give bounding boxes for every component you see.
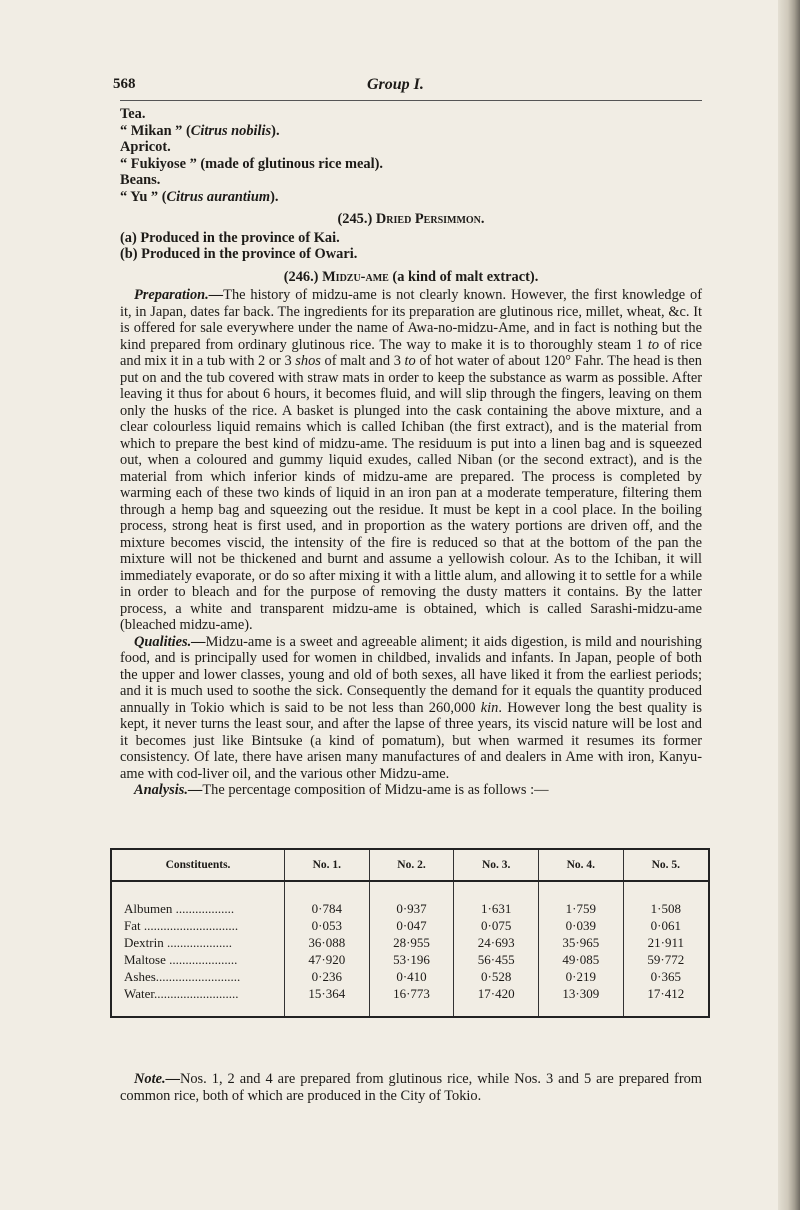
table-cell: 28·955 (369, 934, 454, 951)
composition-table (110, 848, 710, 1018)
table-cell: 1·759 (539, 881, 624, 917)
table-cell: 0·219 (539, 968, 624, 985)
list-item: (b) Produced in the province of Owari. (120, 246, 358, 262)
table-cell: 17·412 (623, 985, 709, 1017)
table-header: No. 3. (454, 849, 539, 881)
table-cell: Water.......................... (111, 985, 285, 1017)
page-number: 568 (113, 76, 136, 92)
table-cell: 16·773 (369, 985, 454, 1017)
table-cell: 49·085 (539, 951, 624, 968)
table-header: No. 4. (539, 849, 624, 881)
analysis-paragraph: Analysis.—The percentage composition of Midzu-ame is as follows :— (134, 782, 549, 798)
table-cell: 0·047 (369, 917, 454, 934)
table-cell: 1·508 (623, 881, 709, 917)
table-cell: 21·911 (623, 934, 709, 951)
list-item: “ Mikan ” (Citrus nobilis). (120, 122, 280, 139)
table-header-row (111, 849, 709, 881)
section-heading-245: (245.) Dried Persimmon. (337, 211, 485, 227)
list-item: (a) Produced in the province of Kai. (120, 229, 340, 246)
table-cell: 13·309 (539, 985, 624, 1017)
table-row (111, 934, 709, 951)
table-cell: 0·061 (623, 917, 709, 934)
list-item: Beans. (120, 172, 161, 188)
table-cell: 35·965 (539, 934, 624, 951)
table-cell: 59·772 (623, 951, 709, 968)
book-spine-shadow (778, 0, 800, 1210)
qualities-paragraph: Qualities.—Midzu-ame is a sweet and agreeable aliment; it aids digestion, is mild and nourishing food, and is principally used for women in childbed, invalids and infants. In Japan, people of both the upper and lower classes, young and old of both sexes, all have liked it from the earliest periods; and it is much used to soothe the sick. Consequently the demand for it equals the quantity produced annually in Tokio which is said to be not less than 260,000 kin. However long the best quality is kept, it never turns the least sour, and after the lapse of three years, its viscid nature will be lost and it becomes just like Bintsuke (a kind of pomatum), but when warmed it resumes its former consistency. Of late, there have arisen many manufactures of and dealers in Ame with iron, Kanyu-ame with cod-liver oil, and the various other Midzu-ame. (120, 633, 702, 782)
table-cell: 1·631 (454, 881, 539, 917)
table-cell: 0·075 (454, 917, 539, 934)
table-header: No. 1. (285, 849, 370, 881)
table-row (111, 985, 709, 1017)
list-item: “ Yu ” (Citrus aurantium). (120, 188, 279, 205)
table-cell: 53·196 (369, 951, 454, 968)
table-cell: 0·039 (539, 917, 624, 934)
table-cell: 0·053 (285, 917, 370, 934)
table-cell: 0·937 (369, 881, 454, 917)
table-cell: 36·088 (285, 934, 370, 951)
list-item: Apricot. (120, 139, 171, 155)
preparation-paragraph: Preparation.—The history of midzu-ame is not clearly known. However, the first knowledge of it, in Japan, dates far back. The ingredients for its preparation are glutinous rice, millet, wheat, &c. It is offered for sale everywhere under the name of Awa-no-midzu-Ame, and in fact is nothing but the kind prepared from ordinary glutinous rice. The way to make it is to thoroughly steam 1 to of rice and mix it in a tub with 2 or 3 shos of malt and 3 to of hot water of about 120° Fahr. The head is then put on and the tub covered with straw mats in order to keep the substance as warm as possible. After leaving it thus for about 6 hours, it becomes fluid, and will slip through the fingers, leaving on them only the husks of the rice. A basket is plunged into the cask containing the above mixture, and a clear colourless liquid remains which is called Ichiban (the first extract), and is the material from which to prepare the best kind of midzu-ame. The residuum is put into a linen bag and is squeezed out, when a coloured and gummy liquid exudes, called Niban (or the second extract), and is the material from which inferior kinds of midzu-ame are prepared. The process is completed by warming each of these two kinds of liquid in an iron pan at a moderate temperature, filtering them through a hemp bag and squeezing out the residue. It must be kept in a cool place. In the boiling process, strong heat is first used, and in proportion as the watery portions are driven off, and the mixture becomes viscid, the intensity of the fire is reduced so that at the bottom of the pan the mixture will not be thickened and burnt and assume a yellowish colour. As to the Ichiban, it will immediately evaporate, or do so after mixing it with a little alum, and allowing it to settle for a while in order to bleach and for the purpose of removing the dusty matters it contains. By the latter process, a white and transparent midzu-ame is obtained, which is called Sarashi-midzu-ame (bleached midzu-ame). (120, 287, 702, 633)
table-cell: 15·364 (285, 985, 370, 1017)
table-cell: Maltose ..................... (111, 951, 285, 968)
table-row (111, 951, 709, 968)
page-header (113, 76, 733, 98)
table-cell: 0·410 (369, 968, 454, 985)
header-rule (120, 100, 702, 101)
table-row (111, 917, 709, 934)
table-cell: Dextrin .................... (111, 934, 285, 951)
table-cell: 47·920 (285, 951, 370, 968)
table-cell: 0·784 (285, 881, 370, 917)
table-row (111, 968, 709, 985)
table-cell: Fat ............................. (111, 917, 285, 934)
table-row (111, 881, 709, 917)
section-heading-246: (246.) Midzu-ame (a kind of malt extract). (283, 268, 539, 285)
table-cell: 0·365 (623, 968, 709, 985)
list-item: “ Fukiyose ” (made of glutinous rice meal). (120, 155, 384, 172)
table-cell: 0·236 (285, 968, 370, 985)
table-cell: 56·455 (454, 951, 539, 968)
composition-table-wrap (110, 848, 710, 1018)
body-text (120, 106, 702, 799)
table-cell: Ashes.......................... (111, 968, 285, 985)
table-cell: 17·420 (454, 985, 539, 1017)
table-header: Constituents. (111, 849, 285, 881)
table-note: Note.—Nos. 1, 2 and 4 are prepared from glutinous rice, while Nos. 3 and 5 are prepared from common rice, both of which are produced in the City of Tokio. (120, 1071, 702, 1105)
list-item: Tea. (120, 106, 146, 122)
table-cell: 24·693 (454, 934, 539, 951)
table-cell: 0·528 (454, 968, 539, 985)
table-header: No. 2. (369, 849, 454, 881)
table-header: No. 5. (623, 849, 709, 881)
table-cell: Albumen .................. (111, 881, 285, 917)
running-head: Group I. (367, 76, 424, 93)
